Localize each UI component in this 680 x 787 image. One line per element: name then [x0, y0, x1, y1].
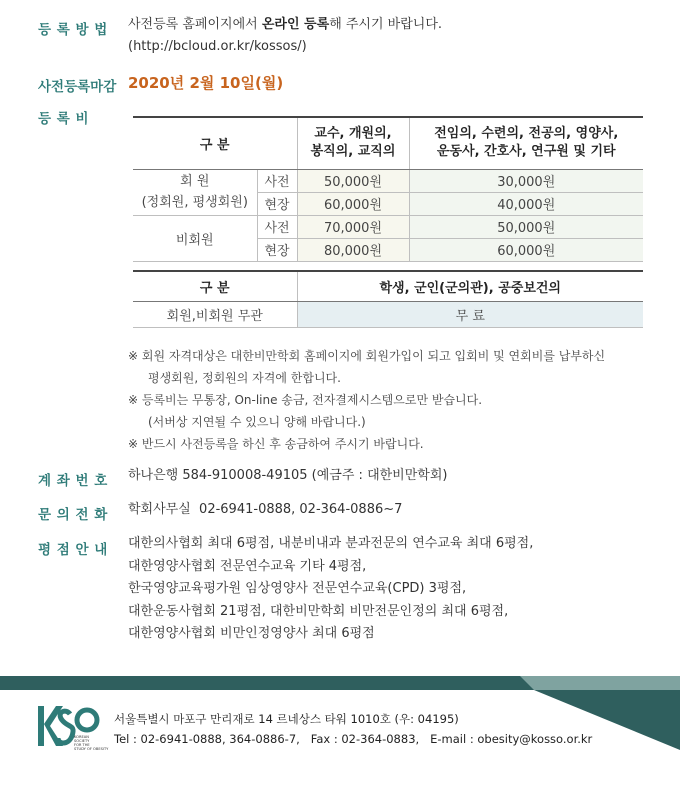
fee-value: 60,000원	[297, 192, 409, 215]
fee-value: 50,000원	[409, 215, 643, 238]
fee-header-category: 구 분	[133, 117, 297, 169]
fee2-header-category: 구 분	[133, 271, 297, 301]
fee2-row-value: 무 료	[297, 301, 643, 327]
note-line: ※ 회원 자격대상은 대한비만학회 홈페이지에 회원가입이 되고 입회비 및 연회비를 납부하신	[128, 349, 606, 363]
fee-label: 등 록 비	[38, 111, 90, 127]
contact-line: Tel : 02-6941-0888, 364-0886-7, Fax : 02-364-0883, E-mail : obesity@kosso.or.kr	[114, 732, 593, 746]
fee-pre-label: 사전	[257, 169, 297, 192]
credits-list	[128, 533, 533, 646]
footer-address	[114, 709, 592, 749]
footer-band	[0, 676, 680, 690]
fee-onsite-label: 현장	[257, 238, 297, 261]
fee-onsite-label: 현장	[257, 192, 297, 215]
fee-value: 50,000원	[297, 169, 409, 192]
svg-text:SOCIETY: SOCIETY	[74, 739, 90, 743]
svg-text:FOR THE: FOR THE	[74, 743, 90, 747]
fee-pre-label: 사전	[257, 215, 297, 238]
fee-header-professors: 교수, 개원의, 봉직의, 교직의	[297, 117, 409, 169]
svg-text:STUDY OF OBESITY: STUDY OF OBESITY	[74, 747, 109, 751]
deadline-value: 2020년 2월 10일(월)	[128, 74, 284, 92]
address-line: 서울특별시 마포구 만리재로 14 르네상스 타워 1010호 (우: 04195)	[114, 712, 459, 726]
fee-table-members	[133, 116, 643, 262]
fee-table-students	[133, 270, 643, 328]
contact-value: 학회사무실 02-6941-0888, 02-364-0886~7	[128, 502, 403, 517]
account-value: 하나은행 584-910008-49105 (예금주 : 대한비만학회)	[128, 468, 448, 483]
fee-value: 30,000원	[409, 169, 643, 192]
contact-label: 문 의 전 화	[38, 507, 108, 523]
credit-line: 한국영양교육평가원 임상영양사 전문연수교육(CPD) 3평점,	[128, 581, 467, 596]
fee-value: 60,000원	[409, 238, 643, 261]
note-line: ※ 등록비는 무통장, On-line 송금, 전자결제시스템으로만 받습니다.	[128, 393, 483, 407]
fee-value: 70,000원	[297, 215, 409, 238]
footer	[0, 690, 680, 787]
fee-value: 40,000원	[409, 192, 643, 215]
fee-value: 80,000원	[297, 238, 409, 261]
note-line: (서버상 지연될 수 있으니 양해 바랍니다.)	[148, 415, 366, 429]
registration-url[interactable]: (http://bcloud.or.kr/kossos/)	[128, 39, 307, 54]
credit-line: 대한운동사협회 21평점, 대한비만학회 비만전문인정의 최대 6평점,	[128, 603, 509, 619]
registration-text: 사전등록 홈페이지에서 온라인 등록해 주시기 바랍니다. (http://bcloud.or.kr/kossos/)	[128, 17, 443, 54]
deadline-label: 사전등록마감	[38, 79, 117, 95]
fee-row-nonmember: 비회원	[133, 215, 257, 261]
note-line: ※ 반드시 사전등록을 하신 후 송금하여 주시기 바랍니다.	[128, 437, 424, 451]
credit-line: 대한영양사협회 비만인정영양사 최대 6평점	[128, 626, 375, 641]
account-label: 계 좌 번 호	[38, 473, 108, 489]
fee2-row-label: 회원,비회원 무관	[133, 301, 297, 327]
fee2-header-students: 학생, 군인(군의관), 공중보건의	[297, 271, 643, 301]
credits-label: 평 점 안 내	[38, 542, 108, 558]
fee-notes	[128, 345, 605, 455]
kosso-logo	[36, 704, 109, 751]
credit-line: 대한의사협회 최대 6평점, 내분비내과 분과전문의 연수교육 최대 6평점,	[128, 536, 534, 551]
fee-header-others: 전임의, 수련의, 전공의, 영양사, 운동사, 간호사, 연구원 및 기타	[409, 117, 643, 169]
note-line: 평생회원, 정회원의 자격에 한합니다.	[148, 371, 341, 385]
registration-label: 등 록 방 법	[38, 22, 108, 38]
online-registration: 온라인 등록	[261, 17, 330, 32]
svg-text:KOREAN: KOREAN	[74, 735, 89, 739]
credit-line: 대한영양사협회 전문연수교육 기타 4평점,	[128, 558, 367, 574]
fee-row-member: 회 원 (정회원, 평생회원)	[133, 169, 257, 215]
